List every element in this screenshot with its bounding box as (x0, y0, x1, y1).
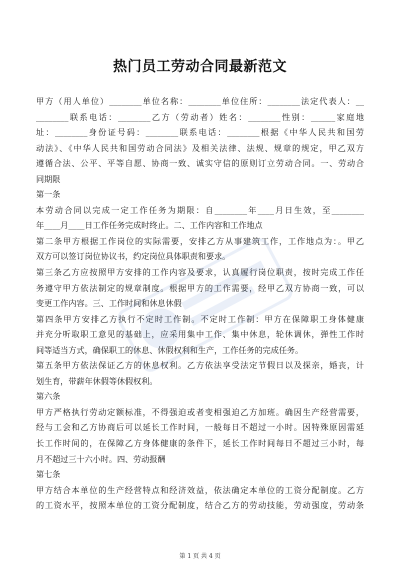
body-text-line: 遵循合法、公平、平等自愿、协商一致、诚实守信的原则订立劳动合同。一、劳动合 (36, 158, 364, 169)
body-text-line: 的工资水平，按照本单位的工资分配制度，结合乙方的劳动技能，劳动强度，劳动条 (36, 500, 364, 511)
body-text-line: 同期限 (36, 173, 61, 184)
body-text-line: 月不超过三十六小时。四、劳动报酬 (36, 453, 166, 464)
body-text-line: 双方可以签订岗位协议书，约定岗位具体职责和要求。 (36, 251, 231, 262)
body-text-line: ________联系电话：________乙方（劳动者）姓名：________性别：______家庭地 (36, 111, 364, 122)
body-text-line: 第五条甲方依法保证乙方的休息权利。乙方依法享受法定节假日以及探亲，婚丧，计 (36, 360, 364, 371)
document-body (36, 94, 364, 514)
body-text-line: 第四条甲方安排乙方执行不定时工作制。不定时工作制：甲方在保障职工身体健康 (36, 313, 364, 324)
body-text-line: 第一条 (36, 189, 61, 200)
body-text-line: 务遵守甲方依法制定的规章制度。根据甲方的工作需要，经甲乙双方协商一致，可以 (36, 282, 364, 293)
body-text-line: 动法》、《中华人民共和国劳动合同法》及相关法律、法规、规章的规定，甲乙双方 (36, 142, 364, 153)
body-text-line: 经与工会和乙方协商后可以延长工作时间，一般每日不超过一小时。因特殊原因需延 (36, 422, 364, 433)
body-text-line: 第七条 (36, 469, 61, 480)
body-text-line: 长工作时间的，在保障乙方身体健康的条件下，延长工作时间每日不超过三小时，每 (36, 438, 364, 449)
body-text-line: 第六条 (36, 391, 61, 402)
body-text-line: 本劳动合同以完成一定工作任务为期限：自________年____月日生效，至________ (36, 204, 364, 215)
body-text-line: 变更工作内容。三、工作时间和休息休假 (36, 298, 182, 309)
document-title: 热门员工劳动合同最新范文 (113, 59, 287, 75)
body-text-line: 划生育，带薪年休假等休假权利。 (36, 375, 158, 386)
body-text-line: 间等适当方式，确保职工的休息、休假权利和生产，工作任务的完成任务。 (36, 344, 304, 355)
body-text-line: 甲方结合本单位的生产经营特点和经济效益，依法确定本单位的工资分配制度。乙方 (36, 484, 364, 495)
page-number-footer: 第 1 页 共 4 页 (179, 553, 221, 560)
body-text-line: 甲方严格执行劳动定额标准，不得强迫或者变相强迫乙方加班。确因生产经营需要， (36, 406, 364, 417)
body-text-line: 年____月____日工作任务完成时终止。二、工作内容和工作地点 (36, 220, 263, 231)
body-text-line: 第二条甲方根据工作岗位的实际需要，安排乙方从事建筑工作，工作地点为：。甲乙 (36, 235, 364, 246)
body-text-line: 址：________身份证号码：________联系电话：________根据《中华人民共和国劳 (36, 127, 364, 138)
body-text-line: 第三条乙方应按照甲方安排的工作内容及要求，认真履行岗位职责，按时完成工作任 (36, 267, 364, 278)
body-text-line: 甲方（用人单位）________单位名称：________单位住所：________法定代表人：__ (36, 96, 364, 106)
body-text-line: 并充分听取职工意见的基础上，应采用集中工作、集中休息，轮休调休，弹性工作时 (36, 329, 364, 340)
